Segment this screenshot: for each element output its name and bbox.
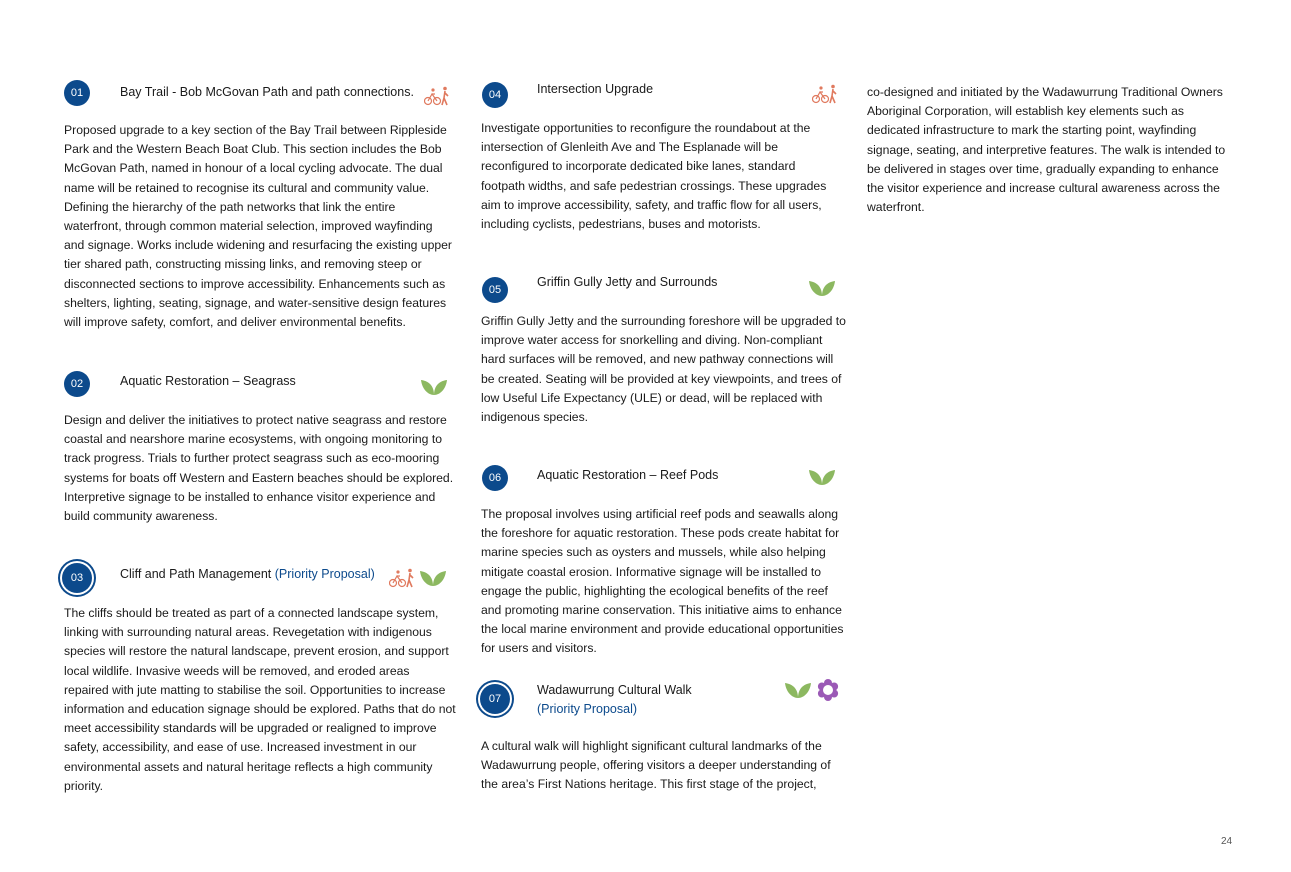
page-number: 24 <box>1221 836 1233 847</box>
section-icons <box>784 678 840 702</box>
section-icons <box>812 84 838 104</box>
section-icons <box>424 86 450 106</box>
section-number-badge: 06 <box>482 465 508 491</box>
section-number-badge: 02 <box>64 371 90 397</box>
flower-icon <box>816 678 840 702</box>
section-number-badge: 01 <box>64 80 90 106</box>
section-number-badge-priority: 07 <box>480 684 510 714</box>
section-title: Intersection Upgrade <box>537 82 654 96</box>
section-number-badge: 04 <box>482 82 508 108</box>
section-icons <box>808 467 836 487</box>
cycling-walking-icon <box>812 84 838 104</box>
section-title-text: Wadawurrung Cultural Walk <box>537 683 692 697</box>
section-title: Aquatic Restoration – Seagrass <box>120 374 296 388</box>
priority-label: (Priority Proposal) <box>537 702 638 716</box>
section-number-badge-priority: 03 <box>62 563 92 593</box>
section-body: Griffin Gully Jetty and the surrounding foreshore will be upgraded to improve water access for snorkelling and diving. Non-compliant hard surfaces will be removed, and new pathway connections will be created. Seating will be provided at key viewpoints, and trees of low Useful Life Expectancy (ULE) or dead, will be replaced with indigenous species. <box>481 314 846 425</box>
section-body: A cultural walk will highlight significant cultural landmarks of the Wadawurrung people, offering visitors a deeper understanding of the area’s First Nations heritage. This first stage of the project, <box>481 739 831 792</box>
leaf-icon <box>784 680 812 700</box>
section-title: Bay Trail - Bob McGovan Path and path connections. <box>120 85 414 99</box>
section-body: The cliffs should be treated as part of a connected landscape system, linking with surrounding natural areas. Revegetation with indigenous species will restore the natural landscape, prevent erosion, and support local wildlife. Invasive weeds will be removed, and eroded areas repaired with jute matting to stabilise the soil. Opportunities to increase information and education signage should be explored. Paths that do not meet accessibility standards will be upgraded or realigned to improve safety, accessibility, and ease of use. Increased investment in our environmental assets and natural heritage reflects a high community priority. <box>64 606 456 793</box>
leaf-icon <box>808 467 836 487</box>
section-body: Proposed upgrade to a key section of the Bay Trail between Rippleside Park and the Western Beach Boat Club. This section includes the Bob McGovan Path, named in honour of a local cycling advocate. The dual name will be retained to recognise its cultural and community value. Defining the hierarchy of the path networks that link the entire waterfront, through common material selection, improved wayfinding and signage. Works include widening and resurfacing the existing upper tier shared path, constructing missing links, and removing steep or disconnected sections to improve accessibility. Enhancements such as shelters, lighting, seating, signage, and water-sensitive design features will improve safety, comfort, and deliver environmental benefits. <box>64 123 452 330</box>
section-body: The proposal involves using artificial reef pods and seawalls along the foreshore for aquatic restoration. These pods create habitat for marine species such as oysters and mussels, while also helping mitigate coastal erosion. Informative signage will be installed to engage the public, highlighting the ecological benefits of the reef and promoting marine conservation. This initiative aims to enhance the local marine environment and provide educational opportunities for users and visitors. <box>481 507 844 656</box>
priority-label: (Priority Proposal) <box>274 567 375 581</box>
section-icons <box>808 278 836 298</box>
section-title: Aquatic Restoration – Reef Pods <box>537 468 719 482</box>
section-body-continuation: co-designed and initiated by the Wadawurrung Traditional Owners Aboriginal Corporation, will establish key elements such as dedicated infrastructure to mark the starting point, wayfinding signage, seating, and interpretive features. The walk is intended to be delivered in stages over time, gradually expanding to enhance the visitor experience and increase cultural awareness across the waterfront. <box>867 85 1226 215</box>
section-icons <box>420 377 448 397</box>
section-icons <box>389 568 447 588</box>
section-title <box>537 681 692 719</box>
section-title <box>120 567 375 581</box>
section-body: Design and deliver the initiatives to protect native seagrass and restore coastal and nearshore marine ecosystems, with ongoing monitoring to track progress. Trials to further protect seagrass such as eco-mooring systems for boats off Western and Eastern beaches should be explored. Interpretive signage to be installed to enhance visitor experience and build community awareness. <box>64 413 454 524</box>
leaf-icon <box>808 278 836 298</box>
leaf-icon <box>419 568 447 588</box>
leaf-icon <box>420 377 448 397</box>
section-body: Investigate opportunities to reconfigure the roundabout at the intersection of Glenleith Ave and The Esplanade will be reconfigured to incorporate dedicated bike lanes, standard footpath widths, and safe pedestrian crossings. These upgrades aim to improve accessibility, safety, and traffic flow for all users, including cyclists, pedestrians, buses and motorists. <box>481 121 827 232</box>
cycling-walking-icon <box>389 568 415 588</box>
section-title-text: Cliff and Path Management <box>120 567 272 581</box>
section-number-badge: 05 <box>482 277 508 303</box>
cycling-walking-icon <box>424 86 450 106</box>
section-title: Griffin Gully Jetty and Surrounds <box>537 275 718 289</box>
